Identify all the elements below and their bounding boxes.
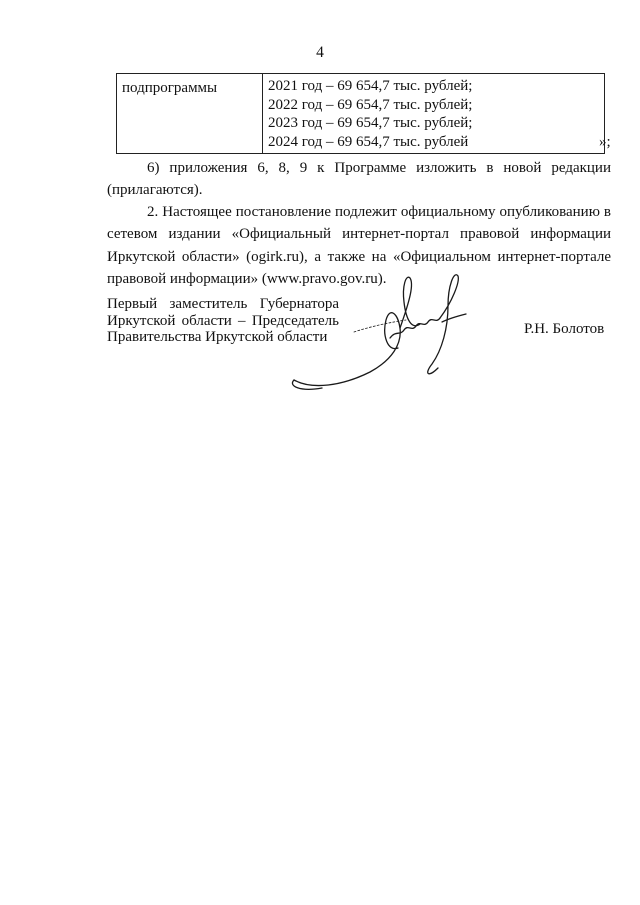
paragraph-item-2: 2. Настоящее постановление подлежит официальному опубликованию в сетевом издании «Официальный интернет-портал правовой информации Иркутской области» (ogirk.ru), а также на «Официальном интернет-портале правовой информации» (www.pravo.gov.ru). bbox=[107, 204, 611, 287]
quote-close-mark: »; bbox=[599, 134, 611, 150]
handwritten-signature bbox=[282, 272, 482, 402]
year-funding-line: 2023 год – 69 654,7 тыс. рублей; bbox=[268, 115, 473, 131]
signer-position-line: Правительства Иркутской области bbox=[107, 329, 328, 345]
year-funding-line: 2024 год – 69 654,7 тыс. рублей bbox=[268, 133, 469, 150]
table-years-cell bbox=[263, 74, 605, 154]
signer-position-line: Иркутской области – Председатель bbox=[107, 312, 339, 329]
year-funding-line: 2021 год – 69 654,7 тыс. рублей; bbox=[268, 78, 473, 94]
table-label-cell: подпрограммы bbox=[117, 74, 263, 154]
table-row bbox=[117, 74, 605, 154]
signer-name: Р.Н. Болотов bbox=[524, 321, 605, 337]
signer-position-line: Первый заместитель Губернатора bbox=[107, 296, 339, 312]
year-funding-line: 2022 год – 69 654,7 тыс. рублей; bbox=[268, 96, 473, 113]
page-number: 4 bbox=[316, 44, 324, 61]
paragraph-item-6: 6) приложения 6, 8, 9 к Программе изложить в новой редакции (прилагаются). bbox=[107, 160, 611, 199]
subprogram-funding-table bbox=[116, 73, 605, 154]
